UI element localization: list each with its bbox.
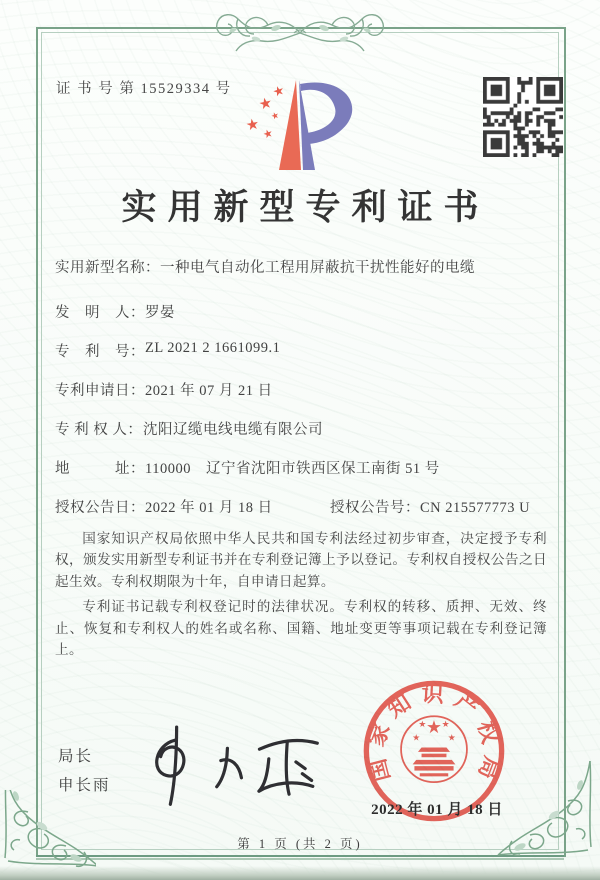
svg-text:★: ★ (426, 717, 442, 739)
field-row-filing-date (55, 379, 547, 400)
svg-text:★: ★ (271, 82, 287, 101)
svg-text:★: ★ (418, 719, 427, 730)
svg-text:★: ★ (244, 114, 261, 135)
field-row-address (55, 457, 547, 478)
field-value: 2022 年 01 月 18 日 (145, 500, 273, 516)
field-row-patentee (55, 418, 547, 439)
field-value: ZL 2021 2 1661099.1 (145, 340, 281, 356)
seal-date: 2022 年 01 月 18 日 (371, 802, 503, 818)
svg-text:★: ★ (257, 93, 274, 114)
signer-name: 申长雨 (58, 777, 111, 794)
national-emblem-icon (401, 716, 467, 782)
field-value: CN 215577773 U (420, 500, 531, 516)
legal-paragraph-1: 国家知识产权局依照中华人民共和国专利法经过初步审查，决定授予专利权，颁发实用新型专利证书并在专利登记簿上予以登记。专利权自授权公告之日起生效。专利权期限为十年，自申请日起算。 (55, 531, 547, 589)
field-value: 一种电气自动化工程用屏蔽抗干扰性能好的电缆 (160, 260, 475, 276)
cnipa-logo-icon (233, 78, 405, 174)
field-row-inventor (55, 301, 547, 322)
signature-autograph-icon (141, 719, 334, 812)
field-row-grant-number (330, 496, 530, 517)
field-label: 地 址： (55, 461, 145, 477)
certificate-number: 证 书 号 第 15529334 号 (56, 81, 232, 97)
svg-text:★: ★ (261, 126, 275, 142)
page-number: 第 1 页 (共 2 页) (237, 837, 363, 851)
svg-text:★: ★ (441, 719, 450, 730)
field-row-grant-date (55, 496, 325, 517)
field-label: 实用新型名称： (55, 260, 160, 276)
field-label: 专 利 号： (55, 344, 145, 360)
field-value: 2021 年 07 月 21 日 (145, 383, 273, 399)
top-border-ornament-icon (188, 3, 412, 57)
field-value: 沈阳辽缆电线电缆有限公司 (143, 422, 323, 438)
svg-text:★: ★ (412, 733, 421, 744)
field-value: 110000 辽宁省沈阳市铁西区保工南街 51 号 (145, 461, 440, 477)
qr-code (483, 77, 563, 157)
svg-text:★: ★ (447, 733, 456, 744)
field-label: 专 利 权 人： (55, 422, 143, 438)
bottom-left-flourish-icon (0, 790, 96, 876)
field-value: 罗晏 (145, 305, 175, 321)
legal-paragraph-2: 专利证书记载专利权登记时的法律状况。专利权的转移、质押、无效、终止、恢复和专利权人的姓名或名称、国籍、地址变更等事项记载在专利登记簿上。 (55, 599, 547, 658)
certificate-title: 实用新型专利证书 (121, 188, 490, 227)
field-label: 授权公告号： (330, 500, 420, 516)
field-label: 发 明 人： (55, 305, 145, 321)
bottom-rule (36, 855, 564, 857)
seal-text: 国家知识产权局 (362, 681, 506, 791)
field-row-patent-number (55, 340, 547, 361)
signer-title: 局长 (58, 748, 94, 765)
field-row-name (55, 256, 547, 277)
svg-text:★: ★ (269, 110, 281, 123)
legal-text-block (55, 528, 547, 665)
field-label: 专利申请日： (55, 383, 145, 399)
field-label: 授权公告日： (55, 500, 145, 516)
